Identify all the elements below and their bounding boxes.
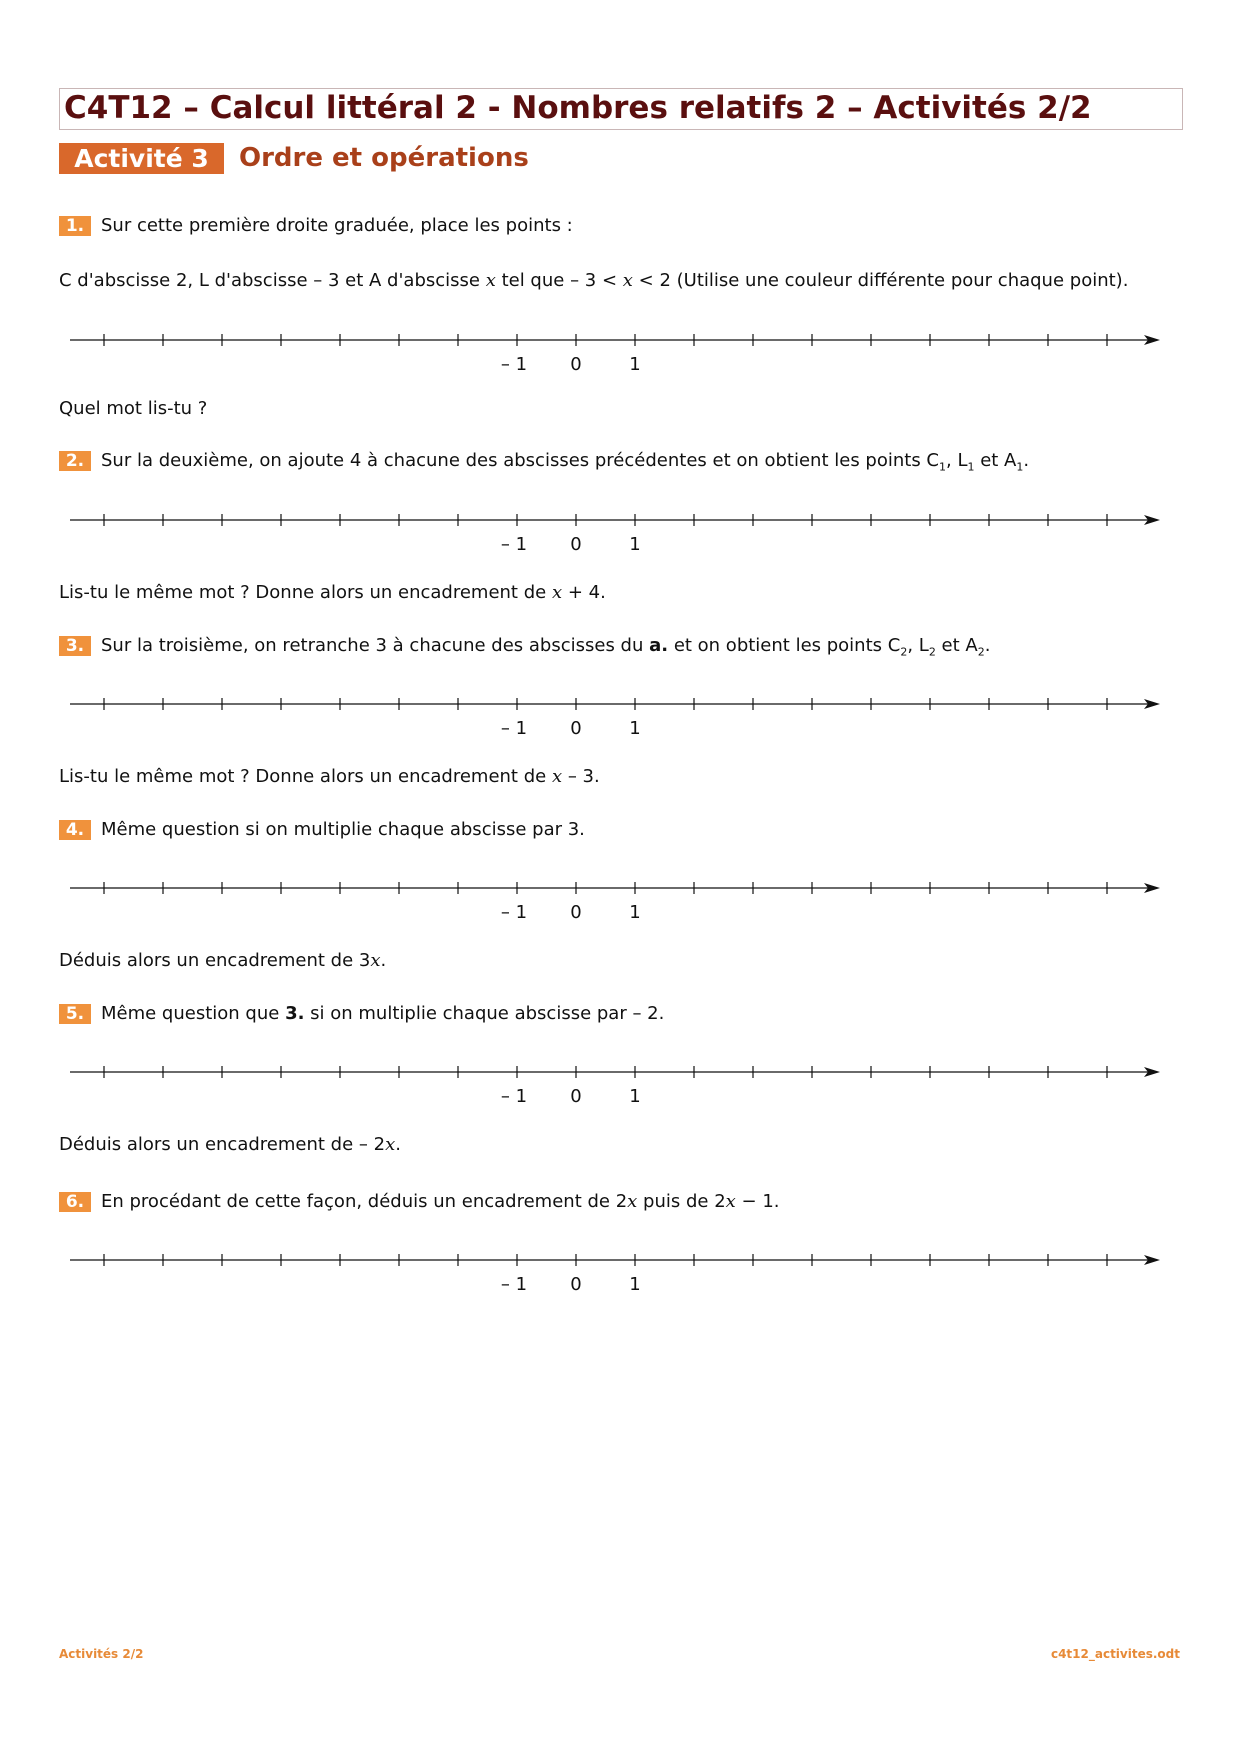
tick-label: 0 [570, 902, 582, 923]
tick-label: 1 [629, 1086, 641, 1107]
question-3-text: Sur la troisième, on retranche 3 à chacune des abscisses du a. et on obtient les points $C_2$, $L_2$ et $A_2$. [101, 635, 991, 659]
question-1-text: Sur cette première droite graduée, place les points : [101, 215, 573, 236]
page-title: C4T12 – Calcul littéral 2 - Nombres relatifs 2 – Activités 2/2 [64, 90, 1092, 126]
question-1-number: 1. [59, 216, 91, 236]
question-1-followup: Quel mot lis-tu ? [59, 398, 208, 419]
tick-label: – 1 [500, 902, 528, 923]
question-2-followup: Lis-tu le même mot ? Donne alors un encadrement de x + 4. [59, 582, 606, 603]
tick-label: 1 [629, 534, 641, 555]
question-4-text: Même question si on multiplie chaque abscisse par 3. [101, 819, 585, 840]
question-6-number: 6. [59, 1192, 91, 1212]
footer-left: Activités 2/2 [59, 1647, 144, 1661]
tick-label: – 1 [500, 718, 528, 739]
tick-label: – 1 [500, 1086, 528, 1107]
footer-right: c4t12_activites.odt [1050, 1647, 1180, 1661]
number-line-5[interactable] [0, 1052, 1240, 1107]
activity-badge: Activité 3 [59, 143, 224, 174]
activity-title: Ordre et opérations [239, 143, 529, 173]
question-5-number: 5. [59, 1004, 91, 1024]
number-line-2[interactable] [0, 500, 1240, 555]
tick-label: 0 [570, 1274, 582, 1295]
tick-label: – 1 [500, 354, 528, 375]
tick-label: 0 [570, 534, 582, 555]
question-5-text: Même question que 3. si on multiplie chaque abscisse par – 2. [101, 1003, 665, 1024]
tick-label: – 1 [500, 534, 528, 555]
question-5-followup: Déduis alors un encadrement de – 2x. [59, 1134, 401, 1155]
question-6-text: En procédant de cette façon, déduis un encadrement de 2x puis de 2x − 1. [101, 1191, 780, 1212]
question-1-instructions: C d'abscisse 2, L d'abscisse – 3 et A d'abscisse x tel que – 3 < x < 2 (Utilise une couleur différente pour chaque point). [59, 270, 1129, 291]
tick-label: 1 [629, 354, 641, 375]
question-4-followup: Déduis alors un encadrement de 3x. [59, 950, 387, 971]
number-line-4[interactable] [0, 868, 1240, 923]
question-3-followup: Lis-tu le même mot ? Donne alors un encadrement de x – 3. [59, 766, 600, 787]
tick-label: 1 [629, 1274, 641, 1295]
tick-label: – 1 [500, 1274, 528, 1295]
question-4-number: 4. [59, 820, 91, 840]
question-2-number: 2. [59, 451, 91, 471]
tick-label: 1 [629, 718, 641, 739]
number-line-1[interactable] [0, 320, 1240, 375]
question-2-text: Sur la deuxième, on ajoute 4 à chacune des abscisses précédentes et on obtient les points $C_1$, $L_1$ et $A_1$. [101, 450, 1030, 474]
title-box [59, 88, 1183, 130]
number-line-3[interactable] [0, 684, 1240, 739]
tick-label: 0 [570, 718, 582, 739]
number-line-6[interactable] [0, 1240, 1240, 1295]
question-3-number: 3. [59, 636, 91, 656]
tick-label: 1 [629, 902, 641, 923]
tick-label: 0 [570, 354, 582, 375]
tick-label: 0 [570, 1086, 582, 1107]
